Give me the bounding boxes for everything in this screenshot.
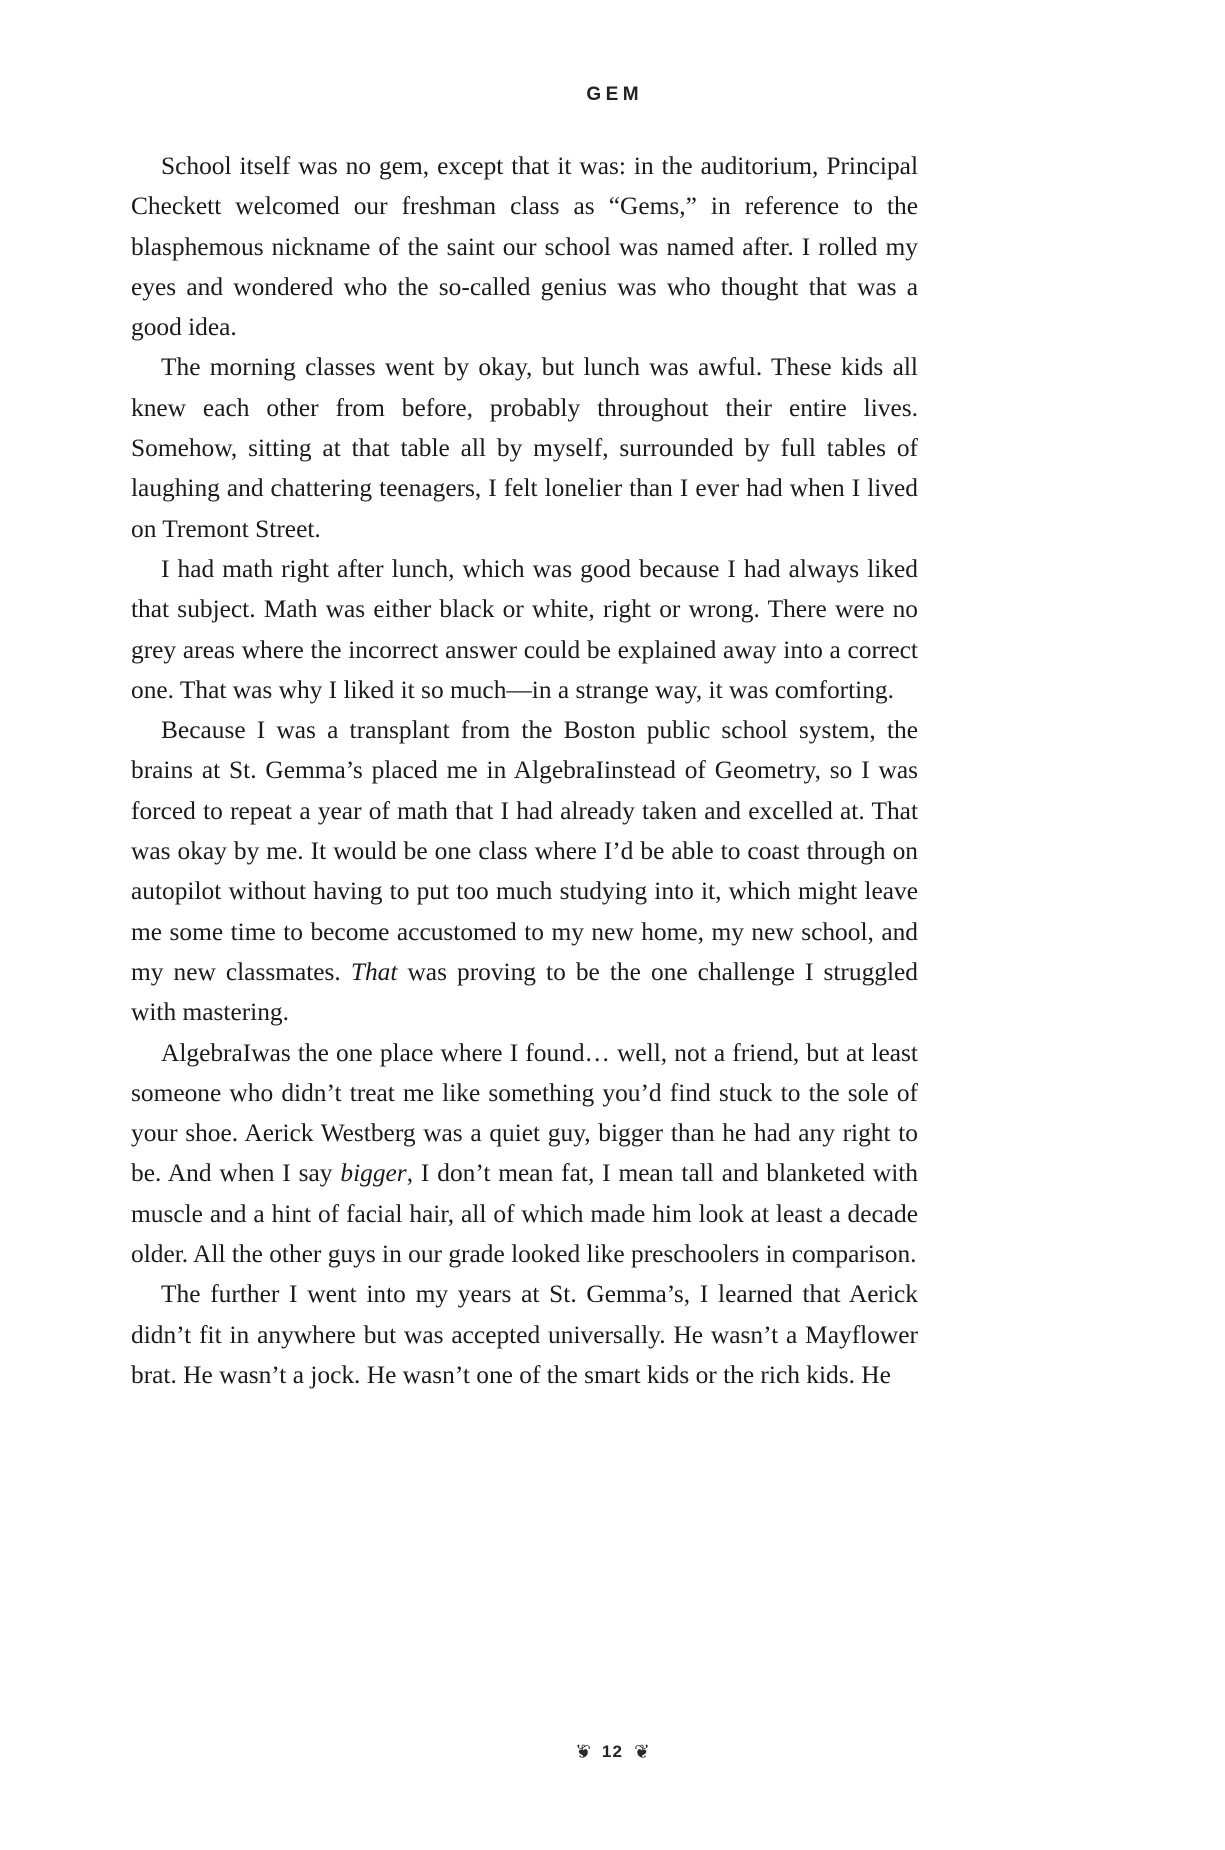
- paragraph-5: [131, 1033, 918, 1275]
- paragraph-4-tail: was proving to be the one challenge I struggled with mastering.: [131, 957, 918, 1027]
- paragraph-5-emphasis: bigger: [340, 1159, 407, 1188]
- paragraph-4-emphasis: That: [350, 957, 398, 986]
- page-footer: [0, 1742, 1225, 1762]
- fleuron-left-icon: ❦: [574, 1741, 591, 1763]
- paragraph-3: I had math right after lunch, which was good because I had always liked that subject. Math was either black or white, right or wrong. There were no grey areas where the incorrect answer could be explained away into a correct one. That was why I liked it so much—in a strange way, it was comforting.: [131, 554, 918, 704]
- paragraph-1: School itself was no gem, except that it was: in the auditorium, Principal Checkett welcomed our freshman class as “Gems,” in reference to the blasphemous nickname of the saint our school was named after. I rolled my eyes and wondered who the so-called genius was who thought that was a good idea.: [131, 152, 918, 342]
- page-number: 12: [601, 1742, 624, 1761]
- paragraph-4: [131, 710, 918, 1032]
- fleuron-right-icon: ❦: [634, 1741, 651, 1763]
- running-head: GEM: [586, 84, 644, 105]
- paragraph-5-lead: AlgebraIwas the one place where I found… well, not a friend, but at least someone who didn’t treat me like something you’d find stuck to the sole of your shoe. Aerick Westberg was a quiet guy, bigger than he had any right to be. And when I say: [131, 1038, 918, 1188]
- paragraph-2: The morning classes went by okay, but lunch was awful. These kids all knew each other from before, probably throughout their entire lives. Somehow, sitting at that table all by myself, surrounded by full tables of laughing and chattering teenagers, I felt lonelier than I ever had when I lived on Tremont Street.: [131, 353, 918, 543]
- paragraph-6: The further I went into my years at St. Gemma’s, I learned that Aerick didn’t fit in anywhere but was accepted universally. He wasn’t a Mayflower brat. He wasn’t a jock. He wasn’t one of the smart kids or the rich kids. He: [131, 1280, 918, 1389]
- paragraph-5-tail: , I don’t mean fat, I mean tall and blanketed with muscle and a hint of facial hair, all of which made him look at least a decade older. All the other guys in our grade looked like preschoolers in comparison.: [131, 1159, 918, 1269]
- body-text-block: [131, 146, 918, 1395]
- paragraph-4-lead: Because I was a transplant from the Boston public school system, the brains at St. Gemma’s placed me in AlgebraIinstead of Geometry, so I was forced to repeat a year of math that I had already taken and excelled at. That was okay by me. It would be one class where I’d be able to coast through on autopilot without having to put too much studying into it, which might leave me some time to become accustomed to my new home, my new school, and my new classmates.: [131, 716, 918, 986]
